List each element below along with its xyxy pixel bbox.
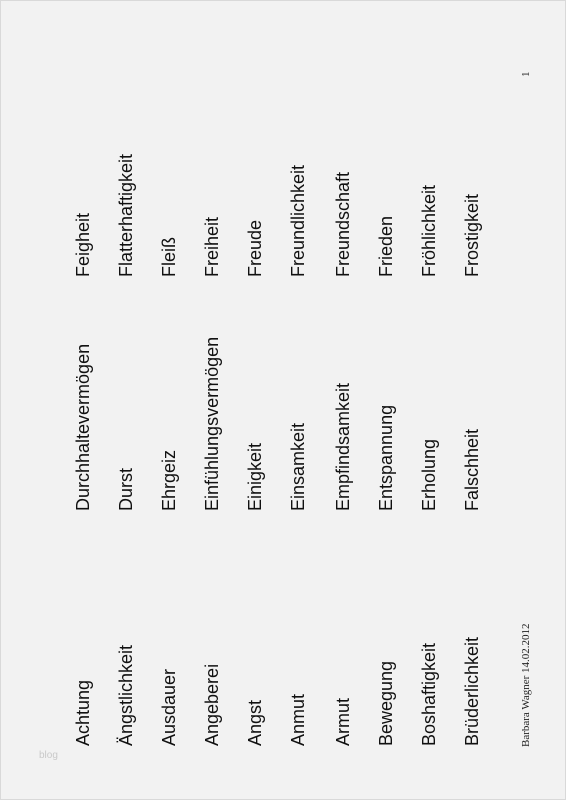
word-col2-3: Ehrgeiz <box>159 449 179 511</box>
word-col2-4: Einfühlungsvermögen <box>202 336 222 511</box>
word-col2-6: Einsamkeit <box>288 422 308 511</box>
word-col1-5: Angst <box>245 699 265 746</box>
word-col2-2: Durst <box>116 467 136 511</box>
word-col1-7: Armut <box>333 697 353 746</box>
word-col3-7: Freundschaft <box>333 171 353 277</box>
word-col1-3: Ausdauer <box>159 668 179 746</box>
word-col2-1: Durchhaltevermögen <box>73 343 93 511</box>
word-col1-2: Ängstlichkeit <box>116 644 136 746</box>
footer-author-date: Barbara Wagner 14.02.2012 <box>520 623 532 747</box>
word-col2-9: Erholung <box>419 438 439 511</box>
word-col3-2: Flatterhaftigkeit <box>116 153 136 277</box>
word-col3-8: Frieden <box>376 215 396 277</box>
word-col2-5: Einigkeit <box>245 442 265 511</box>
word-col1-1: Achtung <box>73 679 93 746</box>
word-col3-4: Freiheit <box>202 216 222 277</box>
word-col2-7: Empfindsamkeit <box>333 382 353 511</box>
word-col3-3: Fleiß <box>159 237 179 277</box>
word-col1-8: Bewegung <box>376 660 396 746</box>
word-col3-1: Feigheit <box>73 212 93 277</box>
word-col3-6: Freundlichkeit <box>288 164 308 277</box>
word-col1-10: Brüderlichkeit <box>462 636 482 746</box>
word-col3-10: Frostigkeit <box>462 193 482 277</box>
word-col2-8: Entspannung <box>376 404 396 511</box>
word-col3-9: Fröhlichkeit <box>419 184 439 277</box>
word-col2-10: Falschheit <box>462 428 482 511</box>
word-col3-5: Freude <box>245 219 265 277</box>
word-col1-6: Anmut <box>288 693 308 746</box>
word-col1-9: Boshaftigkeit <box>419 642 439 746</box>
page-number: 1 <box>520 71 532 77</box>
word-col1-4: Angeberei <box>202 663 222 746</box>
watermark-text: blog <box>39 750 58 761</box>
